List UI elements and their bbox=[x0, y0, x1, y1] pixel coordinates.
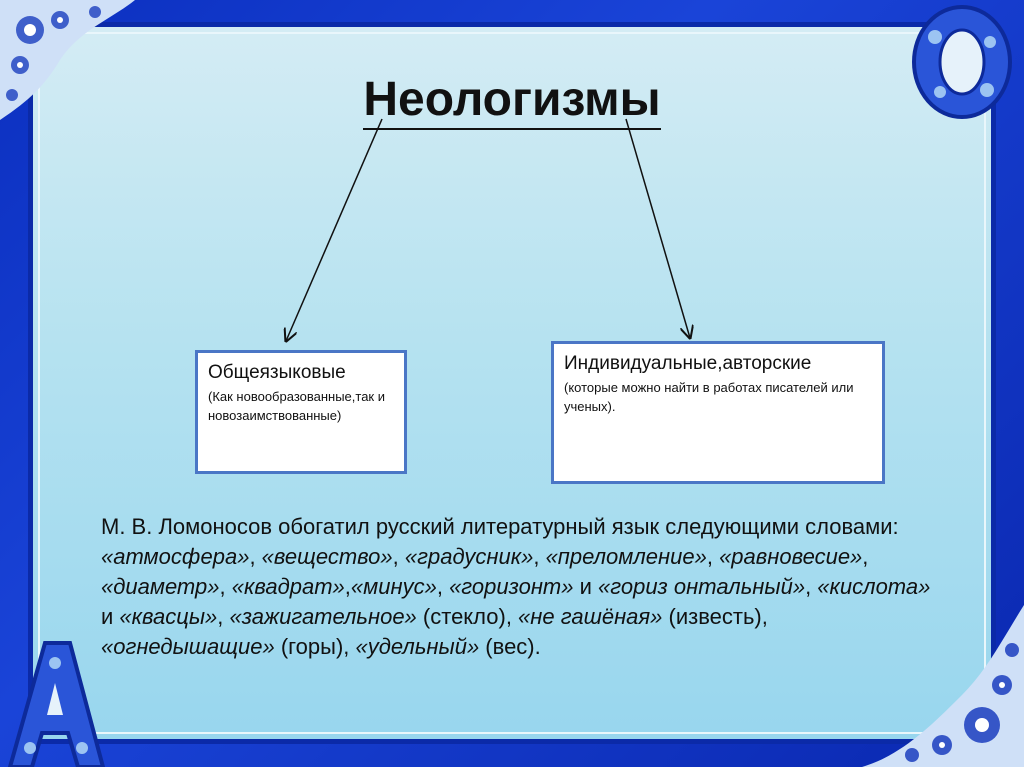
paragraph-text: , bbox=[344, 574, 351, 599]
paragraph-text: , bbox=[862, 544, 869, 569]
paragraph-text: (известь), bbox=[662, 604, 768, 629]
example-word: «горизонт» bbox=[449, 574, 574, 599]
example-word: «зажигательное» bbox=[229, 604, 417, 629]
paragraph-text: , bbox=[706, 544, 720, 569]
example-word: «огнедышащие» bbox=[101, 634, 275, 659]
example-word: «минус» bbox=[350, 574, 437, 599]
common-neologisms-title: Общеязыковые bbox=[208, 362, 346, 383]
author-neologisms-description: (которые можно найти в работах писателей или ученых). bbox=[564, 380, 854, 414]
example-word: «вещество» bbox=[261, 544, 393, 569]
example-word: «квадрат» bbox=[231, 574, 345, 599]
paragraph-text: , bbox=[219, 574, 232, 599]
lomonosov-paragraph bbox=[101, 512, 941, 662]
paragraph-text: , bbox=[249, 544, 262, 569]
arrow-to-left-box bbox=[286, 119, 382, 341]
author-neologisms-title: Индивидуальные,авторские bbox=[564, 353, 812, 374]
example-word: «квасцы» bbox=[119, 604, 218, 629]
example-word: «градусник» bbox=[404, 544, 534, 569]
paragraph-text: (вес). bbox=[479, 634, 541, 659]
example-word: «кислота» bbox=[817, 574, 931, 599]
common-neologisms-description: (Как новообразованные,так и новозаимствованные) bbox=[208, 389, 385, 423]
paragraph-text: , bbox=[533, 544, 546, 569]
paragraph-text: , bbox=[436, 574, 450, 599]
arrow-to-right-box bbox=[626, 119, 690, 338]
paragraph-text: , bbox=[392, 544, 405, 569]
example-word: «гориз онтальный» bbox=[598, 574, 806, 599]
paragraph-text: и bbox=[101, 604, 120, 629]
example-word: «не гашёная» bbox=[518, 604, 663, 629]
example-word: «диаметр» bbox=[101, 574, 220, 599]
example-word: «равновесие» bbox=[719, 544, 863, 569]
paragraph-text: и bbox=[573, 574, 599, 599]
paragraph-text: , bbox=[805, 574, 818, 599]
paragraph-text: М. В. Ломоносов обогатил русский литературный язык следующими словами: bbox=[101, 514, 899, 539]
paragraph-text: (горы), bbox=[274, 634, 356, 659]
example-word: «атмосфера» bbox=[101, 544, 250, 569]
slide-title-text: Неологизмы bbox=[363, 73, 660, 130]
example-word: «преломление» bbox=[545, 544, 707, 569]
paragraph-text: (стекло), bbox=[416, 604, 519, 629]
author-neologisms-box bbox=[551, 341, 885, 484]
common-neologisms-box bbox=[195, 350, 407, 474]
example-word: «удельный» bbox=[355, 634, 480, 659]
paragraph-text: , bbox=[217, 604, 230, 629]
